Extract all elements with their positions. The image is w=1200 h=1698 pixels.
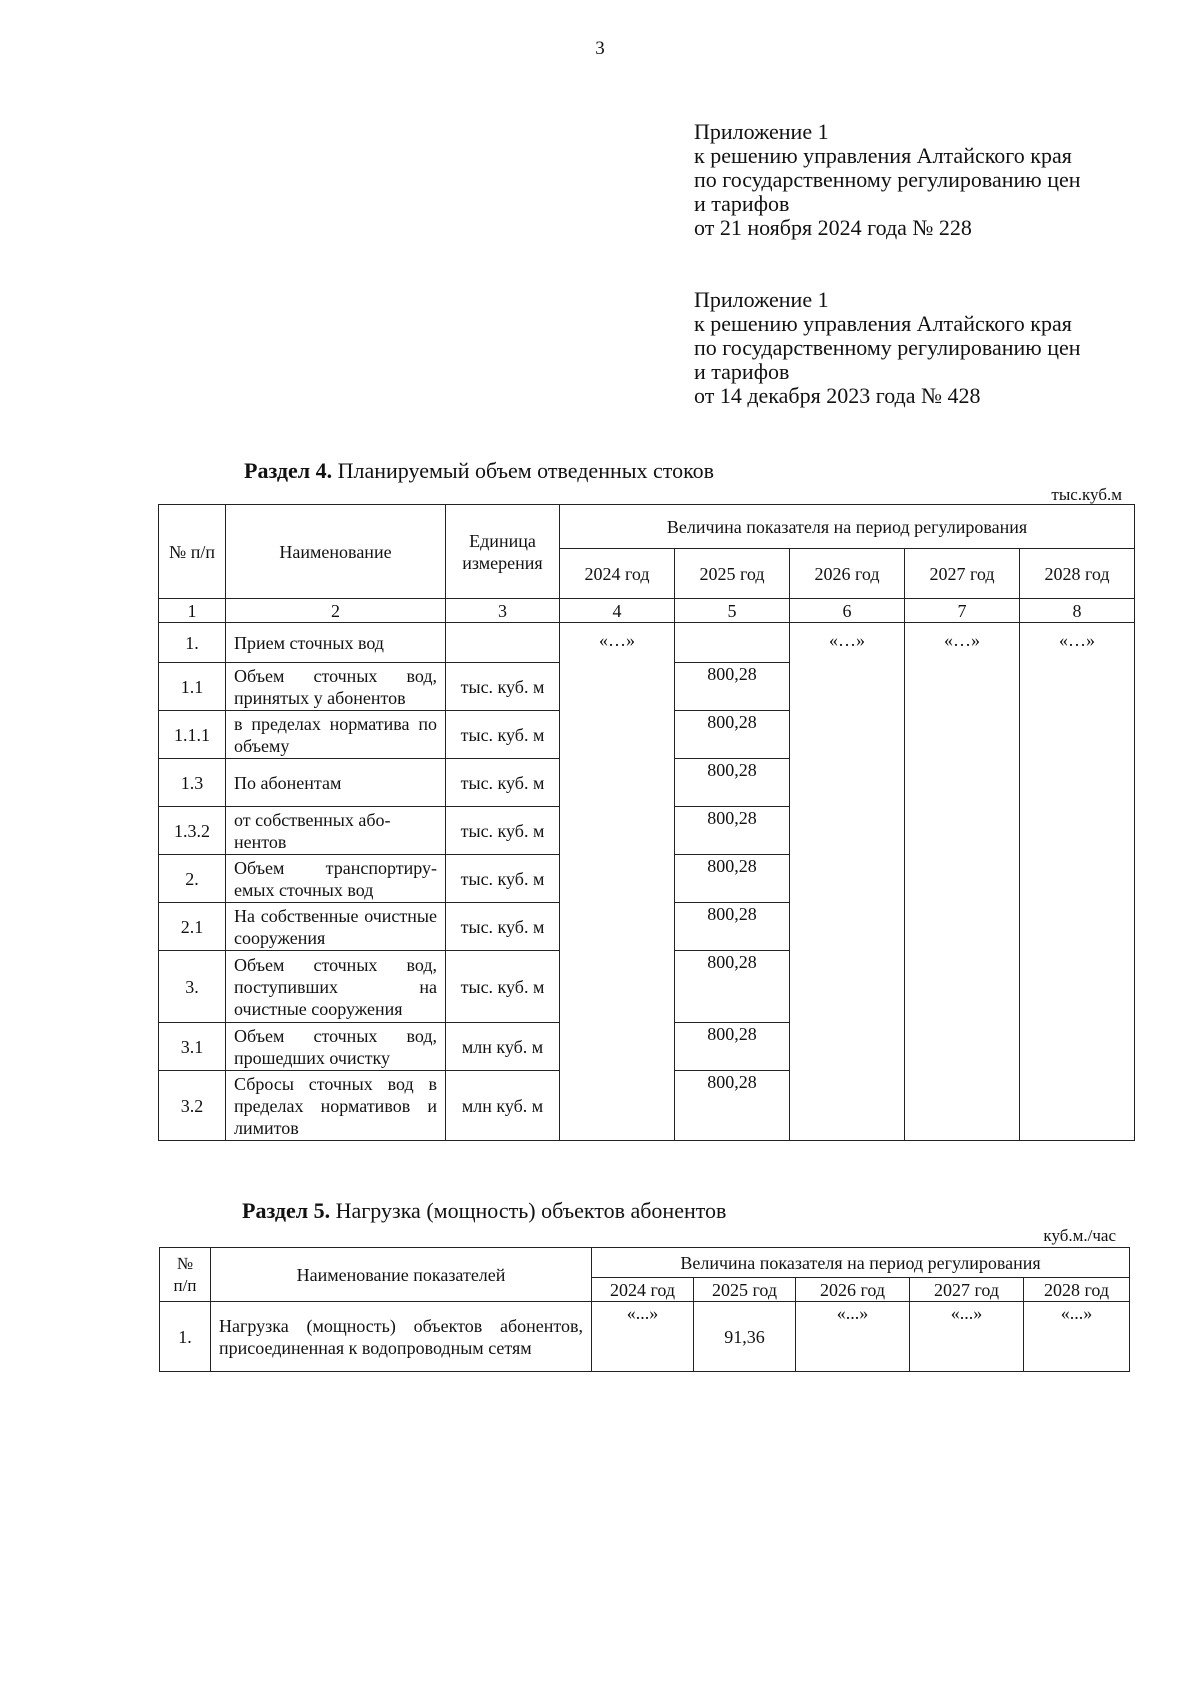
row-value-2025: 800,28 xyxy=(675,951,790,1023)
row-unit: тыс. куб. м xyxy=(446,951,560,1023)
row-name: Объем транспортиру-емых сточных вод xyxy=(226,855,446,903)
appendix-new-line5: от 21 ноября 2024 года № 228 xyxy=(694,215,972,240)
s4-header-year-2026: 2026 год xyxy=(790,549,905,599)
row-unit: тыс. куб. м xyxy=(446,711,560,759)
s4-header-year-2028: 2028 год xyxy=(1020,549,1135,599)
section4-table xyxy=(158,504,1135,1141)
s4-colnum-6: 6 xyxy=(790,599,905,623)
s5-value-2027: «...» xyxy=(910,1302,1024,1372)
s5-header-year-2025: 2025 год xyxy=(694,1278,796,1302)
row-unit: тыс. куб. м xyxy=(446,903,560,951)
s5-header-year-2024: 2024 год xyxy=(592,1278,694,1302)
row-value-2025 xyxy=(675,623,790,663)
section4-title xyxy=(244,458,714,484)
row-num: 1.3 xyxy=(159,759,226,807)
appendix-new-line4: и тарифов xyxy=(694,191,790,216)
section5-title-bold: Раздел 5. xyxy=(242,1198,331,1223)
s4-value-2026: «…» xyxy=(790,623,905,1141)
row-num: 1.1 xyxy=(159,663,226,711)
row-num: 2. xyxy=(159,855,226,903)
appendix-old-line3: по государственному регулированию цен xyxy=(694,335,1081,360)
row-name: в пределах норматива по объему xyxy=(226,711,446,759)
row-num: 1. xyxy=(159,623,226,663)
row-name: По абонентам xyxy=(226,759,446,807)
row-unit xyxy=(446,623,560,663)
row-num: 3.1 xyxy=(159,1023,226,1071)
row-unit: тыс. куб. м xyxy=(446,663,560,711)
row-num: 1.3.2 xyxy=(159,807,226,855)
s5-row-name: Нагрузка (мощность) объектов абонентов, присоединенная к водопроводным сетям xyxy=(211,1302,592,1372)
table-row xyxy=(159,623,1135,663)
s5-header-num: № п/п xyxy=(160,1248,211,1302)
row-value-2025: 800,28 xyxy=(675,903,790,951)
s4-colnum-1: 1 xyxy=(159,599,226,623)
s4-colnum-7: 7 xyxy=(905,599,1020,623)
row-num: 3.2 xyxy=(159,1071,226,1141)
s5-header-name: Наименование показателей xyxy=(211,1248,592,1302)
appendix-new-line1: Приложение 1 xyxy=(694,119,829,144)
section4-title-rest: Планируемый объем отведенных стоков xyxy=(332,458,715,483)
row-name: Прием сточных вод xyxy=(226,623,446,663)
row-name: Объем сточных вод, принятых у абонентов xyxy=(226,663,446,711)
s5-value-2024: «...» xyxy=(592,1302,694,1372)
s4-colnum-3: 3 xyxy=(446,599,560,623)
section4-title-bold: Раздел 4. xyxy=(244,458,333,483)
appendix-old xyxy=(694,288,1081,408)
row-value-2025: 800,28 xyxy=(675,855,790,903)
page-number: 3 xyxy=(595,38,605,59)
row-name: Объем сточных вод, поступивших на очистные сооружения xyxy=(226,951,446,1023)
appendix-old-line2: к решению управления Алтайского края xyxy=(694,311,1072,336)
table-row xyxy=(160,1302,1130,1372)
row-unit: тыс. куб. м xyxy=(446,855,560,903)
s4-header-year-2024: 2024 год xyxy=(560,549,675,599)
s4-header-unit: Единица измерения xyxy=(446,505,560,599)
row-unit: тыс. куб. м xyxy=(446,807,560,855)
appendix-new-line3: по государственному регулированию цен xyxy=(694,167,1081,192)
row-name: Сбросы сточных вод в пределах нормативов и лимитов xyxy=(226,1071,446,1141)
s5-value-2025: 91,36 xyxy=(694,1302,796,1372)
s4-header-year-2025: 2025 год xyxy=(675,549,790,599)
s5-value-2026: «...» xyxy=(796,1302,910,1372)
appendix-old-line1: Приложение 1 xyxy=(694,287,829,312)
row-num: 3. xyxy=(159,951,226,1023)
row-num: 2.1 xyxy=(159,903,226,951)
row-unit: тыс. куб. м xyxy=(446,759,560,807)
s5-row-num: 1. xyxy=(160,1302,211,1372)
s4-colnum-2: 2 xyxy=(226,599,446,623)
row-unit: млн куб. м xyxy=(446,1023,560,1071)
appendix-new xyxy=(694,120,1081,240)
s5-header-year-2028: 2028 год xyxy=(1024,1278,1130,1302)
s4-value-2028: «…» xyxy=(1020,623,1135,1141)
s5-header-year-2026: 2026 год xyxy=(796,1278,910,1302)
s4-value-2024: «…» xyxy=(560,623,675,1141)
s4-colnum-8: 8 xyxy=(1020,599,1135,623)
section5-unit: куб.м./час xyxy=(1043,1226,1116,1245)
row-value-2025: 800,28 xyxy=(675,1071,790,1141)
s5-value-2028: «...» xyxy=(1024,1302,1130,1372)
section4-unit: тыс.куб.м xyxy=(1051,485,1122,504)
appendix-old-line5: от 14 декабря 2023 года № 428 xyxy=(694,383,981,408)
appendix-old-line4: и тарифов xyxy=(694,359,790,384)
row-unit: млн куб. м xyxy=(446,1071,560,1141)
section5-title-rest: Нагрузка (мощность) объектов абонентов xyxy=(330,1198,727,1223)
row-name: Объем сточных вод, прошедших очистку xyxy=(226,1023,446,1071)
row-name: На собственные очистные сооружения xyxy=(226,903,446,951)
section5-table xyxy=(159,1247,1130,1372)
s4-header-num: № п/п xyxy=(159,505,226,599)
section5-title xyxy=(242,1198,726,1224)
row-value-2025: 800,28 xyxy=(675,759,790,807)
row-value-2025: 800,28 xyxy=(675,807,790,855)
s4-colnum-4: 4 xyxy=(560,599,675,623)
row-num: 1.1.1 xyxy=(159,711,226,759)
s4-header-period: Величина показателя на период регулирования xyxy=(560,505,1135,549)
appendix-new-line2: к решению управления Алтайского края xyxy=(694,143,1072,168)
s4-header-year-2027: 2027 год xyxy=(905,549,1020,599)
s5-header-year-2027: 2027 год xyxy=(910,1278,1024,1302)
row-value-2025: 800,28 xyxy=(675,711,790,759)
s4-value-2027: «…» xyxy=(905,623,1020,1141)
row-value-2025: 800,28 xyxy=(675,663,790,711)
s4-header-name: Наименование xyxy=(226,505,446,599)
row-value-2025: 800,28 xyxy=(675,1023,790,1071)
s4-colnum-5: 5 xyxy=(675,599,790,623)
row-name: от собственных або-нентов xyxy=(226,807,446,855)
s5-header-period: Величина показателя на период регулирования xyxy=(592,1248,1130,1278)
